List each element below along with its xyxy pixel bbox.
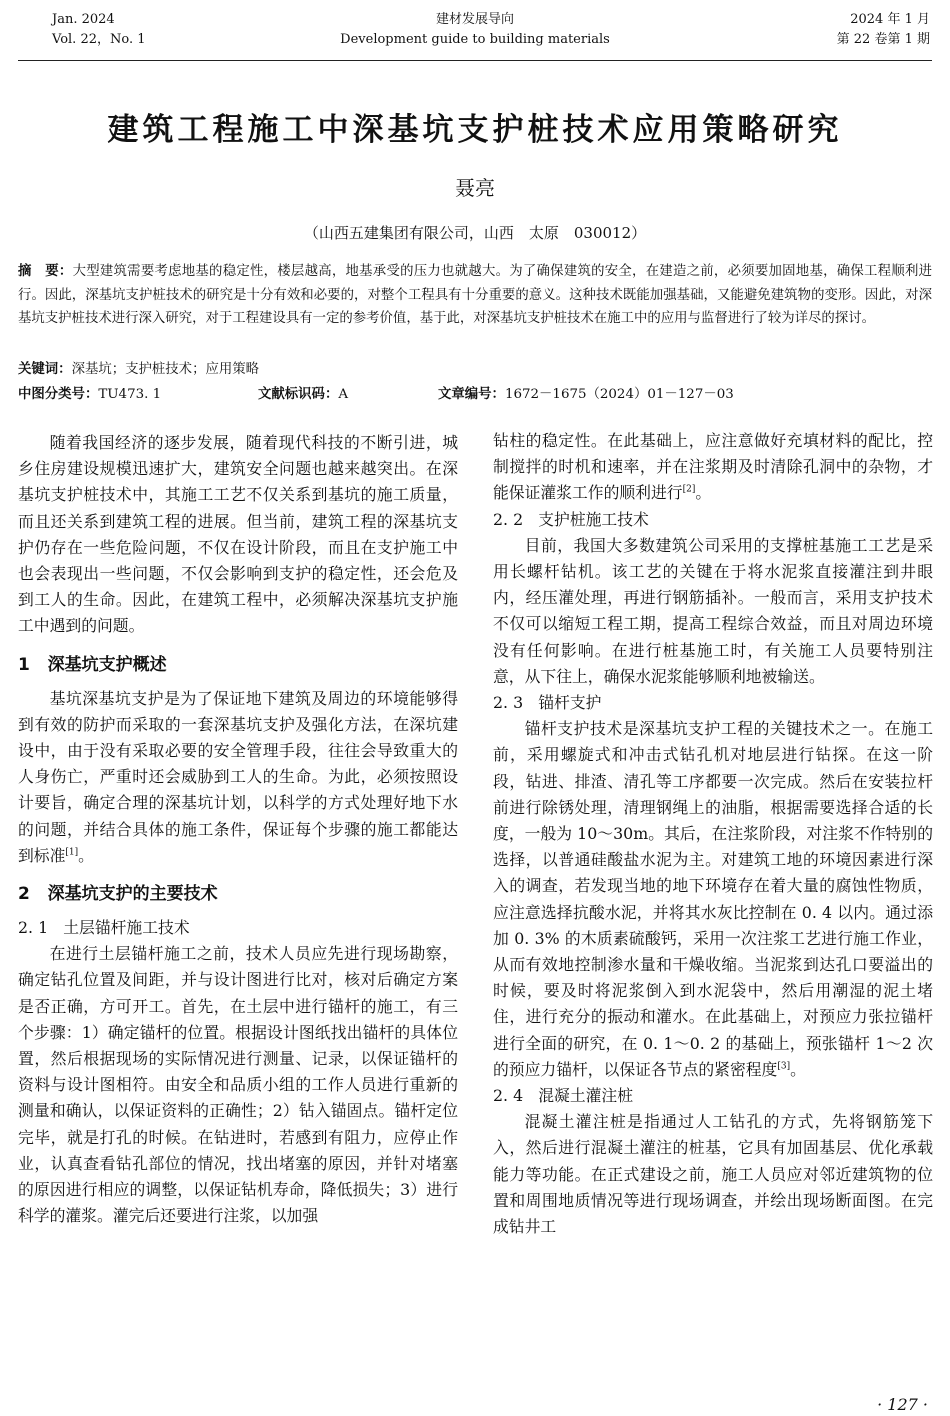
section-2-3-paragraph [493, 716, 933, 1083]
paper-title: 建筑工程施工中深基坑支护桩技术应用策略研究 [107, 112, 843, 148]
section-2-1-cont-text: 钻柱的稳定性。在此基础上，应注意做好充填材料的配比，控制搅拌的时机和速率，并在注浆期及时清除孔洞中的杂物，才能保证灌浆工作的顺利进行 [493, 431, 933, 503]
section-2-1-paragraph: 在进行土层锚杆施工之前，技术人员应先进行现场勘察，确定钻孔位置及间距，并与设计图进行比对，核对后确定方案是否正确，方可开工。首先，在土层中进行锚杆的施工，有三个步骤：1）确定锚杆的位置。根据设计图纸找出锚杆的具体位置，然后根据现场的实际情况进行测量、记录，以保证锚杆的资料与设计图相符。由安全和品质小组的工作人员进行重新的测量和确认，以保证资料的正确性；2）钻入锚固点。锚杆定位完毕，就是打孔的时候。在钻进时，若感到有阻力，应停止作业，认真查看钻孔部位的情况，找出堵塞的原因，并针对堵塞的原因进行相应的调整，以保证钻机寿命，降低损失；3）进行科学的灌浆。灌完后还要进行注浆，以加强 [18, 944, 458, 1226]
section-2-3-text: 锚杆支护技术是深基坑支护工程的关键技术之一。在施工前，采用螺旋式和冲击式钻孔机对地层进行钻探。在这一阶段，钻进、排渣、清孔等工序都要一次完成。然后在安装拉杆前进行除锈处理，清理钢绳上的油脂，根据需要选择合适的长度，一般为 10～30m。其后，在注浆阶段，对注浆不作特别的选择，以普通硅酸盐水泥为主。对建筑工地的环境因素进行深入的调查，若发现当地的地下环境存在着大量的腐蚀性物质，应注意选择抗酸水泥，并将其水灰比控制在 0. 4 以内。通过添加 0. 3% 的木质素硫酸钙，采用一次注浆工艺进行施工作业，从而有效地控制渗水量和干燥收缩。当泥浆到达孔口要溢出的时候，要及时将泥浆倒入到水泥袋中，然后用潮湿的泥土堵住，进行充分的振动和灌水。在此基础上，对预应力张拉锚杆进行全面的研究，在 0. 1～0. 2 的基础上，预张锚杆 1～2 次的预应力锚杆，以保证各节点的紧密程度 [493, 719, 933, 1079]
section-2-1-number: 2. 1 [18, 918, 49, 938]
section-2-4-title: 混凝土灌注桩 [538, 1086, 634, 1106]
section-2-3-number: 2. 3 [493, 693, 524, 713]
doc-field [258, 384, 438, 406]
author: 聂亮 [455, 176, 495, 200]
article-value: 1672－1675（2024）01－127－03 [504, 387, 734, 402]
affiliation: （山西五建集团有限公司，山西 太原 030012） [303, 224, 647, 242]
section-2-1-heading [18, 915, 458, 941]
journal-date-cn: 2024 年 1 月 [850, 12, 930, 27]
article-field [438, 384, 734, 406]
section-2-1-end: 。 [695, 483, 712, 503]
citation-1: [1] [65, 847, 79, 858]
citation-3: [3] [777, 1061, 791, 1072]
abstract-label: 摘 要： [18, 264, 73, 279]
section-2-2-heading [493, 507, 933, 533]
doc-value: A [338, 387, 349, 402]
section-1-number: 1 [18, 654, 30, 675]
section-1-title: 深基坑支护概述 [47, 654, 167, 675]
keywords-label: 关键词： [18, 362, 72, 377]
header-rule [18, 60, 932, 61]
journal-date-en: Jan. 2024 [52, 12, 115, 27]
citation-2: [2] [682, 485, 696, 496]
clc-label: 中图分类号： [18, 387, 99, 402]
journal-volume-cn: 第 22 卷第 1 期 [836, 32, 930, 47]
section-1-end: 。 [78, 845, 94, 865]
article-label: 文章编号： [438, 387, 505, 402]
column-right [493, 428, 933, 1240]
abstract [18, 260, 932, 331]
section-2-1-continued [493, 428, 933, 507]
clc-value: TU473. 1 [98, 387, 162, 402]
intro-paragraph: 随着我国经济的逐步发展，随着现代科技的不断引进，城乡住房建设规模迅速扩大，建筑安全问题也越来越突出。在深基坑支护桩技术中，其施工工艺不仅关系到基坑的施工质量，而且还关系到建筑工程的进展。但当前，建筑工程的深基坑支护仍存在一些危险问题，不仅在设计阶段，而且在支护施工中也会表现出一些问题，不仅会影响到支护的稳定性，还会危及到工人的生命。因此，在建筑工程中，必须解决深基坑支护施工中遇到的问题。 [18, 433, 458, 636]
section-2-2-title: 支护桩施工技术 [538, 509, 649, 529]
header-center [0, 10, 950, 50]
section-2-heading [18, 881, 458, 907]
section-2-3-title: 锚杆支护 [538, 693, 602, 713]
article-meta [18, 384, 734, 406]
section-1-heading [18, 652, 458, 678]
page-number: · 127 · [877, 1395, 928, 1414]
column-left [18, 430, 458, 1229]
journal-name-en: Development guide to building materials [340, 32, 610, 47]
section-2-title: 深基坑支护的主要技术 [47, 884, 218, 905]
section-2-3-end: 。 [790, 1059, 806, 1079]
section-2-4-heading [493, 1083, 933, 1109]
abstract-text: 大型建筑需要考虑地基的稳定性，楼层越高，地基承受的压力也就越大。为了确保建筑的安全，在建造之前，必须要加固地基，确保工程顺利进行。因此，深基坑支护桩技术的研究是十分有效和必要的，对整个工程具有十分重要的意义。这种技术既能加强基础，又能避免建筑物的变形。因此，对深基坑支护桩技术进行深入研究，对于工程建设具有一定的参考价值，基于此，对深基坑支护桩技术在施工中的应用与监督进行了较为详尽的探讨。 [18, 264, 933, 326]
section-2-3-heading [493, 690, 933, 716]
clc-field [18, 384, 258, 406]
section-2-2-number: 2. 2 [493, 509, 524, 529]
section-2-1-title: 土层锚杆施工技术 [63, 918, 190, 938]
section-1-paragraph [18, 686, 458, 869]
keywords [18, 359, 259, 381]
doc-label: 文献标识码： [258, 387, 339, 402]
section-1-text: 基坑深基坑支护是为了保证地下建筑及周边的环境能够得到有效的防护而采取的一套深基坑支护及强化方法，在深坑建设中，由于没有采取必要的安全管理手段，往往会导致重大的人身伤亡，严重时还会威胁到工人的生命。为此，必须按照设计要旨，确定合理的深基坑计划，以科学的方式处理好地下水的问题，并结合具体的施工条件，保证每个步骤的施工都能达到标准 [18, 688, 458, 865]
journal-name-cn: 建材发展导向 [435, 12, 514, 27]
header-right [837, 10, 930, 50]
section-2-4-paragraph: 混凝土灌注桩是指通过人工钻孔的方式，先将钢筋笼下入，然后进行混凝土灌注的桩基，它具有加固基层、优化承载能力等功能。在正式建设之前，施工人员应对邻近建筑物的位置和周围地质情况等进行现场调查，并绘出现场断面图。在完成钻井工 [493, 1112, 933, 1237]
keywords-text: 深基坑；支护桩技术；应用策略 [71, 362, 260, 377]
journal-volume-en: Vol. 22，No. 1 [52, 32, 146, 47]
section-2-number: 2 [18, 884, 30, 905]
section-2-2-paragraph: 目前，我国大多数建筑公司采用的支撑桩基施工工艺是采用长螺杆钻机。该工艺的关键在于将水泥浆直接灌注到井眼内，经压灌处理，再进行钢筋插补。一般而言，采用支护技术不仅可以缩短工程工期，提高工程综合效益，而且对周边环境没有任何影响。在进行桩基施工时，有关施工人员要特别注意，从下往上，确保水泥浆能够顺利地被输送。 [493, 535, 933, 686]
section-2-4-number: 2. 4 [493, 1086, 524, 1106]
